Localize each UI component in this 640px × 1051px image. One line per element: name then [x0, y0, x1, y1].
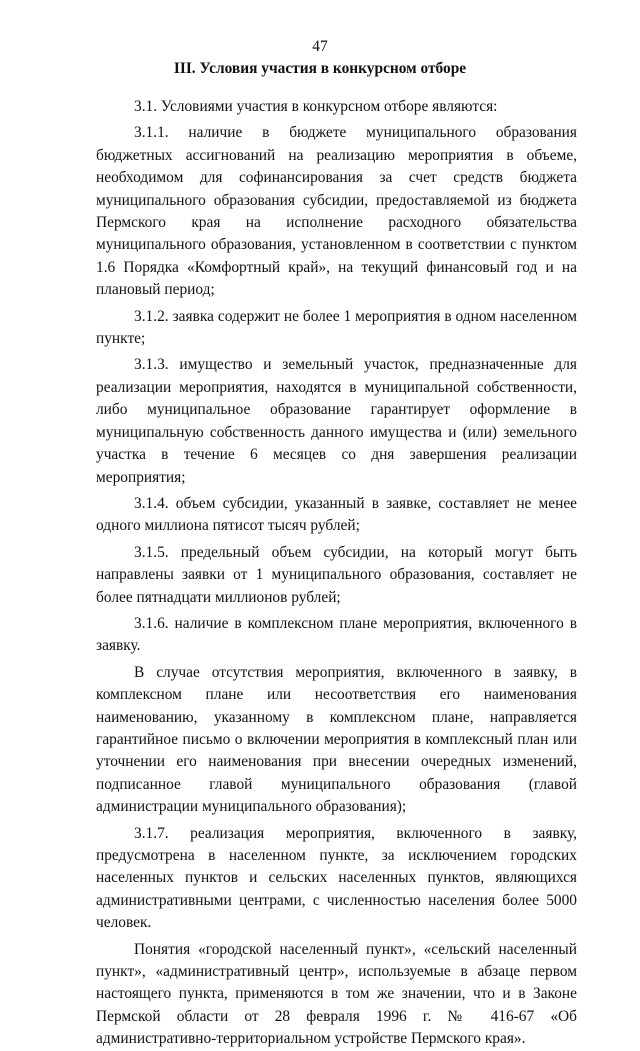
document-body — [96, 96, 577, 1051]
paragraph-3-1-5: 3.1.5. предельный объем субсидии, на который могут быть направлены заявки от 1 муниципального образования, составляет не более пятнадцати миллионов рублей; — [96, 543, 577, 606]
paragraph-3-1: 3.1. Условиями участия в конкурсном отборе являются: — [134, 98, 498, 115]
paragraph-3-1-6: 3.1.6. наличие в комплексном плане мероприятия, включенного в заявку. — [96, 614, 577, 655]
section-title: III. Условия участия в конкурсном отборе — [173, 60, 467, 77]
paragraph-3-1-4: 3.1.4. объем субсидии, указанный в заявке, составляет не менее одного миллиона пятисот тысяч рублей; — [96, 494, 577, 535]
paragraph-guarantee-letter: В случае отсутствия мероприятия, включенного в заявку, в комплексном плане или несоответствия его наименования наименованию, указанному в комплексном плане, направляется гарантийное письмо о включении мероприятия в комплексный план или уточнении его наименования при внесении очередных изменений, подписанное главой муниципального образования (главой администрации муниципального образования); — [96, 663, 577, 816]
paragraph-3-1-1: 3.1.1. наличие в бюджете муниципального образования бюджетных ассигнований на реализацию мероприятия в объеме, необходимом для софинансирования за счет средств бюджета муниципального образования субсидии, предоставляемой из бюджета Пермского края на исполнение расходного обязательства муниципального образования, установленном в соответствии с пунктом 1.6 Порядка «Комфортный край», на текущий финансовый год и на плановый период; — [96, 124, 577, 299]
paragraph-3-1-2: 3.1.2. заявка содержит не более 1 мероприятия в одном населенном пункте; — [96, 307, 577, 348]
paragraph-definitions: Понятия «городской населенный пункт», «сельский населенный пункт», «административный центр», используемые в абзаце первом настоящего пункта, применяются в том же значении, что и в Законе Пермской области от 28 февраля 1996 г. № 416-67 «Об административно-территориальном устройстве Пермского края». — [96, 940, 577, 1048]
page-number: 47 — [312, 38, 328, 55]
paragraph-3-1-7: 3.1.7. реализация мероприятия, включенного в заявку, предусмотрена в населенном пункте, за исключением городских населенных пунктов и сельских населенных пунктов, являющихся административными центрами, с численностью населения более 5000 человек. — [96, 824, 577, 932]
paragraph-3-1-3: 3.1.3. имущество и земельный участок, предназначенные для реализации мероприятия, находятся в муниципальной собственности, либо муниципальное образование гарантирует оформление в муниципальную собственность данного имущества и (или) земельного участка в течение 6 месяцев со дня завершения реализации мероприятия; — [96, 356, 577, 486]
